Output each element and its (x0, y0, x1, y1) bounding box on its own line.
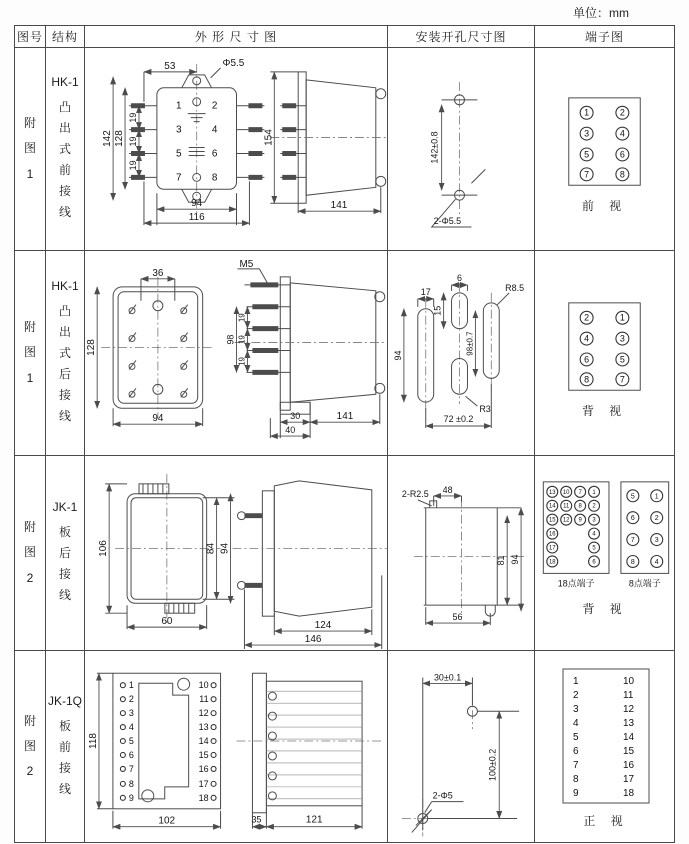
dim-height-inner: 84 (205, 542, 217, 555)
row2-fig-no (15, 251, 46, 456)
front-terminal-numbers-right (199, 680, 216, 803)
terminal-number: 16 (623, 760, 635, 771)
row2-terminal-cell (535, 251, 674, 456)
terminal-18-label: 18点端子 (557, 578, 595, 589)
terminal-circle (120, 725, 125, 730)
fig-label: 附图2 (23, 520, 36, 585)
terminal-circle (211, 766, 216, 771)
terminal-number: 16 (198, 763, 209, 774)
header-outline: 外 形 尺 寸 图 (85, 26, 388, 48)
terminal-number: 12 (623, 704, 635, 715)
terminal-number: 12 (562, 517, 570, 524)
row4-outline-cell (85, 651, 388, 842)
row4-mounting-cell (388, 651, 535, 842)
row1-terminal-cell (535, 48, 674, 251)
terminal-number: 4 (211, 124, 218, 136)
terminal-number: 9 (128, 792, 134, 803)
terminal-number: 13 (198, 722, 209, 733)
terminal-number: 8 (573, 774, 579, 785)
spec-table (14, 25, 675, 843)
dim-width: 60 (161, 616, 173, 628)
dim-pitch: 19 (127, 136, 138, 147)
terminal-number: 5 (128, 736, 134, 747)
dim-slot-width: 17 (420, 286, 431, 297)
side-view-body (270, 72, 385, 213)
terminal-number: 14 (198, 736, 209, 747)
structure-label: 凸出式后接线 (58, 304, 71, 423)
row3-structure (46, 456, 85, 651)
terminal-diagram-jk1q (535, 651, 674, 842)
terminal-number: 7 (619, 374, 625, 385)
terminal-number: 6 (630, 515, 635, 523)
terminal-number: 6 (128, 749, 134, 760)
structure-label: 凸出式前接线 (58, 100, 71, 219)
terminal-number: 1 (592, 489, 596, 496)
dim-pitch: 19 (237, 335, 247, 344)
terminal-circle (120, 683, 125, 688)
dim-pitch: 19 (237, 313, 247, 323)
dim-height: 106 (98, 540, 110, 557)
terminal-number: 8 (128, 778, 134, 789)
terminal-circle (211, 683, 216, 688)
terminal-number: 8 (630, 558, 635, 566)
header-fig-no: 图号 (15, 26, 46, 48)
fig-label: 附图1 (23, 320, 36, 385)
row3-fig-no (15, 456, 46, 651)
view-label: 正 视 (583, 814, 629, 828)
terminal-number: 16 (548, 531, 556, 538)
terminal-number: 5 (592, 545, 596, 552)
dim-top: 30±0.1 (433, 672, 462, 683)
terminal-number: 13 (623, 718, 635, 729)
mounting-drawing-hk1-front (388, 48, 534, 250)
terminal-number: 3 (128, 708, 134, 719)
terminal-number: 1 (176, 100, 182, 112)
terminal-number: 3 (592, 517, 596, 524)
terminal-number: 17 (623, 774, 635, 785)
terminal-number: 17 (548, 545, 556, 552)
terminal-number: 11 (563, 503, 570, 510)
terminal-diagram-jk1 (535, 456, 674, 650)
dim-h1: 81 (496, 555, 507, 566)
dim-pitch: 19 (127, 112, 138, 123)
terminal-number: 10 (198, 680, 209, 691)
dim-side-d1: 35 (251, 814, 262, 825)
terminal-number: 2 (619, 107, 625, 118)
terminal-number: 18 (548, 559, 556, 566)
terminal-circle (120, 739, 125, 744)
terminal-number: 5 (619, 354, 625, 365)
dim-height-outer: 94 (219, 542, 231, 555)
terminal-circle (211, 725, 216, 730)
row1-outline-cell (85, 48, 388, 251)
mounting-drawing-hk1-rear (388, 251, 534, 455)
terminal-number: 7 (578, 489, 582, 496)
mounting-holes (429, 95, 486, 227)
terminal-number: 2 (573, 690, 579, 701)
header-mounting: 安装开孔尺寸图 (388, 26, 535, 48)
terminal-8-label: 8点端子 (628, 578, 661, 589)
dim-width-inner: 94 (191, 198, 203, 210)
row4-terminal-cell (535, 651, 674, 842)
structure-label: 板后接线 (58, 525, 71, 602)
terminal-number: 2 (128, 694, 134, 705)
terminal-number: 4 (573, 718, 579, 729)
terminal-number: 1 (128, 680, 134, 691)
dim-notch: 2-R2.5 (401, 488, 429, 499)
terminal-circle (120, 781, 125, 786)
row2-outline-cell (85, 251, 388, 456)
dim-radius-small: R3 (479, 404, 491, 415)
terminal-numbers-left (573, 676, 579, 799)
terminal-number: 6 (584, 354, 590, 365)
dim-slot-length: 94 (392, 350, 403, 361)
terminal-pin-grid (580, 311, 629, 385)
side-view-body (252, 673, 362, 828)
row3-outline-cell (85, 456, 388, 651)
terminal-circle (211, 795, 216, 800)
dim-d2: 40 (285, 425, 296, 436)
terminal-number: 6 (592, 559, 596, 566)
terminal-number: 5 (176, 148, 182, 160)
terminal-pin-grid (580, 106, 629, 180)
outline-drawing-hk1-front (85, 48, 387, 250)
dim-side-height: 154 (263, 129, 275, 146)
dim-height: 128 (86, 339, 98, 356)
fig-label: 附图1 (23, 116, 36, 181)
dim-top-pitch: 36 (152, 267, 164, 279)
dim-hole-spacing: 142±0.8 (429, 131, 440, 164)
outline-drawing-jk1q (85, 651, 387, 842)
terminal-number: 12 (198, 708, 209, 719)
dim-side-d2: 146 (304, 634, 322, 646)
row1-mounting-cell (388, 48, 535, 251)
terminal-number: 17 (198, 778, 209, 789)
side-view-body (237, 269, 384, 438)
terminal-number: 7 (573, 760, 579, 771)
terminal-circle (211, 752, 216, 757)
terminal-circle (120, 752, 125, 757)
dim-height: 100±0.2 (487, 748, 498, 781)
terminal-number: 11 (199, 694, 209, 705)
dim-pitch: 19 (127, 160, 138, 171)
dim-top-width: 53 (164, 60, 176, 72)
fig-label: 附图2 (23, 713, 36, 779)
terminal-circle (211, 739, 216, 744)
terminal-numbers-right (623, 676, 635, 799)
dim-ear-hole: Φ5.5 (222, 57, 245, 69)
row1-structure (46, 48, 85, 251)
dim-d1: 30 (290, 411, 301, 422)
terminal-grid-8 (627, 490, 663, 568)
row4-fig-no (15, 651, 46, 842)
terminal-number: 4 (619, 128, 625, 139)
mounting-slots (418, 285, 509, 428)
terminal-number: 7 (128, 763, 134, 774)
terminal-number: 4 (654, 558, 659, 566)
terminal-number: 2 (592, 503, 596, 510)
front-view-body (105, 484, 234, 629)
mounting-holes (412, 677, 519, 832)
terminal-number: 7 (630, 537, 635, 545)
terminal-number: 11 (623, 690, 634, 701)
terminal-number: 6 (619, 149, 625, 160)
outline-drawing-jk1 (85, 456, 387, 650)
terminal-number: 8 (211, 172, 218, 184)
dim-side-d1: 124 (314, 620, 332, 632)
terminal-number: 10 (623, 676, 635, 687)
dim-span: 72 ±0.2 (443, 414, 474, 425)
terminal-number: 1 (654, 493, 659, 501)
terminal-number: 4 (592, 531, 596, 538)
terminal-number: 1 (584, 107, 590, 118)
row2-structure (46, 251, 85, 456)
terminal-number: 3 (619, 333, 625, 344)
dim-width-outer: 116 (188, 212, 205, 224)
terminal-number: 3 (654, 537, 659, 545)
dim-screw: M5 (239, 258, 254, 270)
terminal-number: 18 (623, 788, 635, 799)
terminal-number: 3 (584, 128, 590, 139)
terminal-grid-18 (547, 486, 600, 567)
dim-width: 94 (152, 413, 164, 425)
dim-bottom: 56 (452, 612, 463, 623)
terminal-number: 14 (548, 503, 556, 510)
terminal-number: 4 (584, 333, 590, 344)
dim-top: 48 (442, 484, 453, 495)
dim-top-width: 6 (457, 272, 462, 283)
terminal-number: 1 (573, 676, 579, 687)
terminal-number: 15 (548, 517, 556, 524)
terminal-number: 2 (584, 312, 590, 323)
terminal-circle (211, 697, 216, 702)
row3-mounting-cell (388, 456, 535, 651)
view-label: 背 视 (582, 404, 627, 419)
dim-height-inner: 128 (114, 130, 126, 147)
terminal-number: 1 (619, 312, 625, 323)
dim-height: 118 (87, 733, 99, 749)
dim-vertical-pitch: 98±0.7 (465, 331, 475, 356)
outline-drawing-hk1-rear (85, 251, 387, 455)
terminal-number: 9 (573, 788, 579, 799)
model-label: JK-1Q (47, 693, 82, 708)
structure-label: 板前接线 (58, 718, 71, 796)
terminal-number: 14 (623, 732, 635, 743)
dim-hole-diameter: 2-Φ5 (432, 790, 453, 801)
terminal-number: 7 (176, 172, 182, 184)
terminal-number: 7 (584, 169, 590, 180)
terminal-number: 18 (198, 792, 209, 803)
unit-label: 单位：mm (573, 6, 629, 20)
terminal-number: 10 (562, 489, 570, 496)
mounting-drawing-jk1 (388, 456, 534, 650)
dim-radius-big: R8.5 (505, 282, 525, 293)
dim-top-length: 15 (432, 305, 443, 316)
dim-hole-diameter: 2-Φ5.5 (433, 215, 462, 226)
header-structure: 结构 (46, 26, 85, 48)
dim-side-height: 98 (225, 334, 236, 345)
terminal-number: 15 (198, 749, 209, 760)
view-label: 前 视 (582, 199, 627, 214)
terminal-circle (120, 795, 125, 800)
terminal-number: 8 (619, 169, 625, 180)
dim-pitch: 19 (237, 357, 247, 366)
terminal-diagram-rear-view (535, 251, 674, 455)
row2-mounting-cell (388, 251, 535, 456)
terminal-number: 13 (548, 489, 556, 496)
dim-height-outer: 142 (102, 130, 114, 147)
terminal-number: 5 (573, 732, 579, 743)
row3-terminal-cell (535, 456, 674, 651)
terminal-number: 3 (176, 124, 182, 136)
dim-h2: 94 (510, 554, 521, 565)
terminal-diagram-front-view (535, 48, 674, 250)
terminal-number: 8 (584, 374, 590, 385)
view-label: 背 视 (582, 602, 628, 617)
terminal-number: 8 (578, 503, 582, 510)
terminal-number: 6 (573, 746, 579, 757)
dim-side-d2: 121 (305, 814, 323, 826)
model-label: HK-1 (51, 75, 79, 89)
terminal-number: 5 (584, 149, 590, 160)
row4-structure (46, 651, 85, 842)
dim-width: 102 (158, 815, 176, 827)
dim-side-depth: 141 (330, 200, 348, 212)
terminal-circle (120, 697, 125, 702)
terminal-number: 2 (654, 515, 659, 523)
terminal-circle (211, 781, 216, 786)
terminal-circle (120, 711, 125, 716)
terminal-number: 15 (623, 746, 635, 757)
front-terminal-numbers-left (120, 680, 133, 803)
terminal-number: 4 (128, 722, 134, 733)
terminal-number: 5 (630, 493, 635, 501)
model-label: HK-1 (51, 279, 79, 293)
terminal-number: 9 (578, 517, 582, 524)
dim-depth: 141 (336, 411, 354, 423)
terminal-circle (120, 766, 125, 771)
terminal-number: 6 (211, 148, 218, 160)
side-view-body (237, 481, 381, 649)
header-terminal: 端子图 (535, 26, 674, 48)
terminal-number: 3 (573, 704, 579, 715)
row1-fig-no (15, 48, 46, 251)
terminal-circle (211, 711, 216, 716)
model-label: JK-1 (52, 500, 78, 514)
terminal-number: 2 (211, 100, 218, 112)
mounting-drawing-jk1q (388, 651, 534, 842)
